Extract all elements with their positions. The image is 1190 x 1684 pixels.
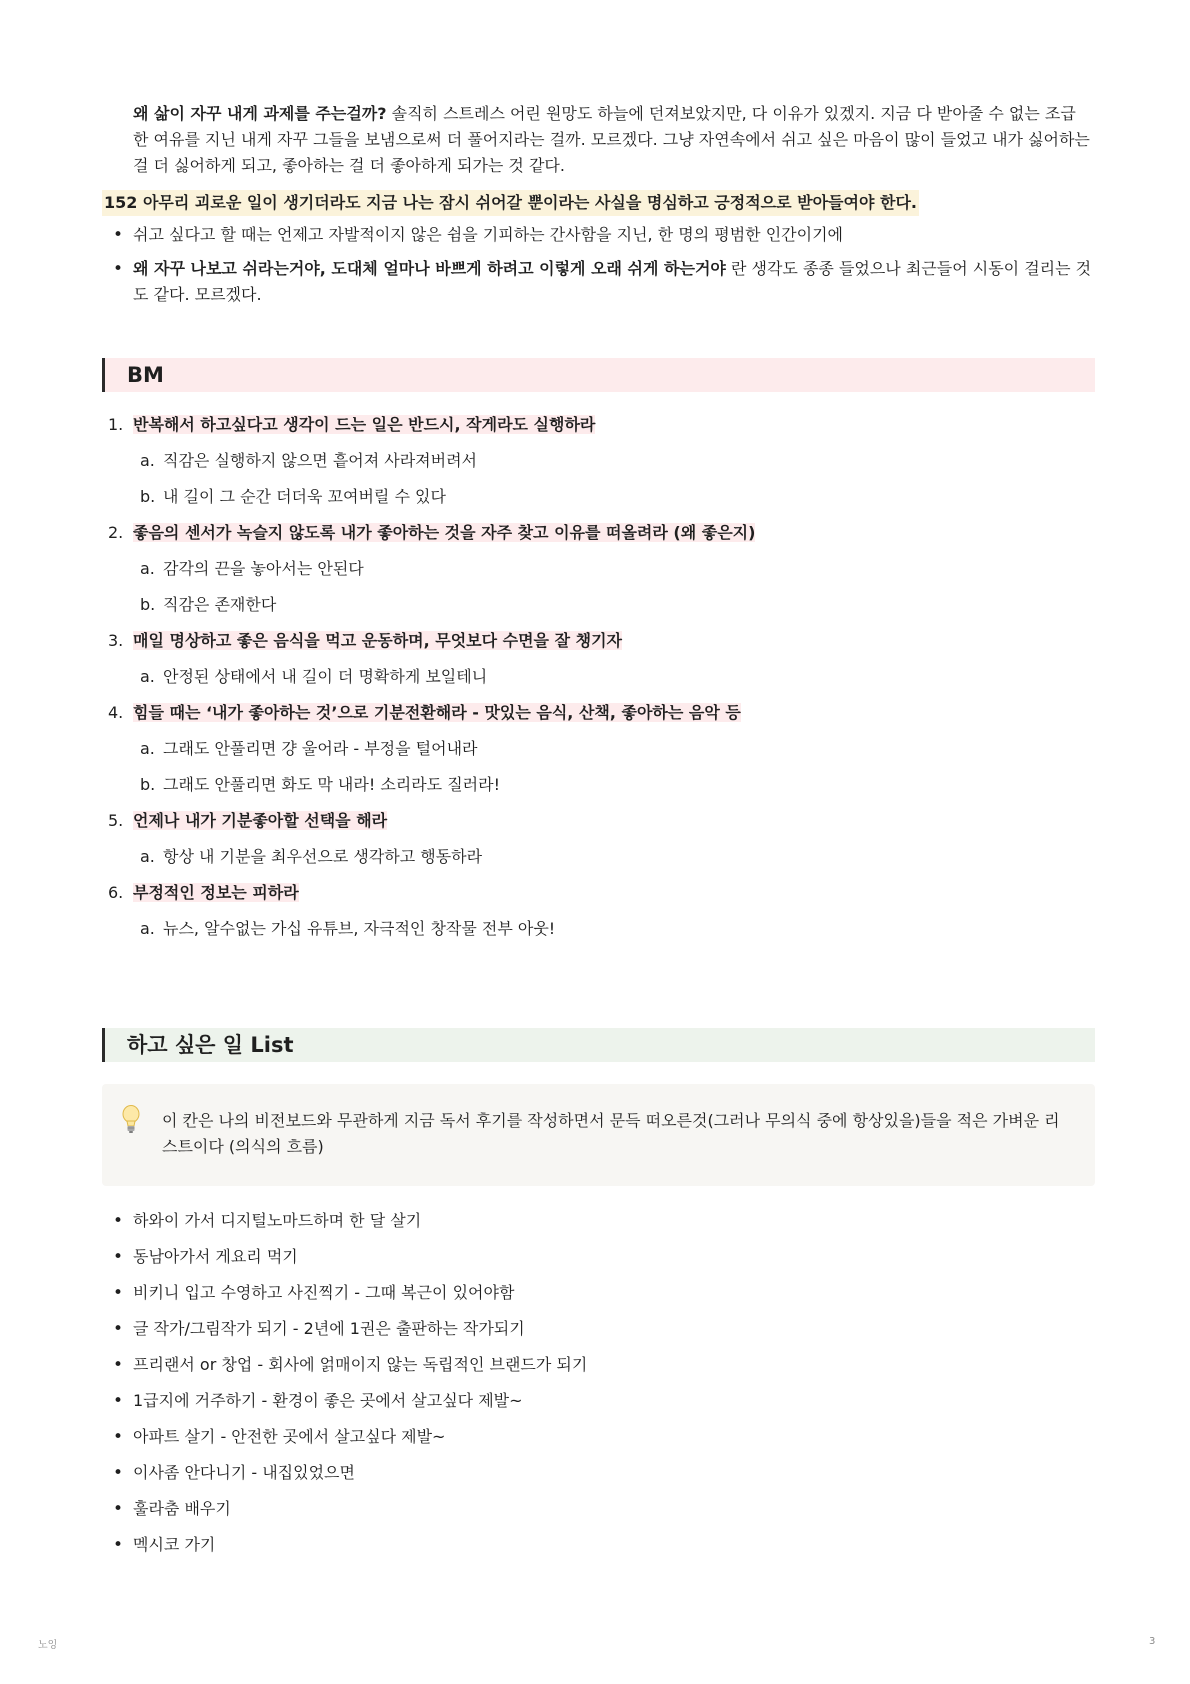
wishlist-heading: 하고 싶은 일 List [102, 1028, 1095, 1062]
bm-item-5: 5. 언제나 내가 기분좋아할 선택을 해라 [108, 811, 388, 830]
wishlist-list [102, 1208, 1092, 1558]
bm-subitem: a. 감각의 끈을 놓아서는 안된다 [140, 559, 364, 578]
bm-item-1: 1. 반복해서 하고싶다고 생각이 드는 일은 반드시, 작게라도 실행하라 [108, 415, 596, 434]
list-item: • 프리랜서 or 창업 - 회사에 얽매이지 않는 독립적인 브랜드가 되기 [102, 1352, 1092, 1378]
page-number: 3 [1149, 1636, 1156, 1647]
list-item: • 1급지에 거주하기 - 환경이 좋은 곳에서 살고싶다 제발~ [102, 1388, 1092, 1414]
bm-subitem: b. 내 길이 그 순간 더더욱 꼬여버릴 수 있다 [140, 487, 446, 506]
bm-item-2: 2. 좋음의 센서가 녹슬지 않도록 내가 좋아하는 것을 자주 찾고 이유를 떠올려라 (왜 좋은지) [108, 523, 756, 542]
lightbulb-icon [120, 1104, 142, 1134]
top-bullet-list [102, 222, 1092, 308]
bm-item-3: 3. 매일 명상하고 좋은 음식을 먹고 운동하며, 무엇보다 수면을 잘 챙기자 [108, 631, 622, 650]
bm-subitem: a. 그래도 안풀리면 걍 울어라 - 부정을 털어내라 [140, 739, 478, 758]
list-item: • 글 작가/그림작가 되기 - 2년에 1권은 출판하는 작가되기 [102, 1316, 1092, 1342]
list-item: • 이사좀 안다니기 - 내집있었으면 [102, 1460, 1092, 1486]
bm-item-4: 4. 힘들 때는 ‘내가 좋아하는 것’으로 기분전환해라 - 맛있는 음식, 산책, 좋아하는 음악 등 [108, 703, 741, 722]
list-item: • 비키니 입고 수영하고 사진찍기 - 그때 복근이 있어야함 [102, 1280, 1092, 1306]
list-item: • 쉬고 싶다고 할 때는 언제고 자발적이지 않은 쉼을 기피하는 간사함을 지닌, 한 명의 평범한 인간이기에 [102, 222, 1092, 248]
footer-author: 노잉 [38, 1640, 58, 1651]
bm-subitem: a. 항상 내 기분을 최우선으로 생각하고 행동하라 [140, 847, 483, 866]
bm-item-6: 6. 부정적인 정보는 피하라 [108, 883, 299, 902]
list-item: • 하와이 가서 디지털노마드하며 한 달 살기 [102, 1208, 1092, 1234]
list-item: • 훌라춤 배우기 [102, 1496, 1092, 1522]
bm-subitem: b. 직감은 존재한다 [140, 595, 277, 614]
intro-bold-lead: 왜 삶이 자꾸 내게 과제를 주는걸까? [133, 104, 387, 123]
callout-box [102, 1084, 1095, 1186]
list-item: • 왜 자꾸 나보고 쉬라는거야, 도대체 얼마나 바쁘게 하려고 이렇게 오래 쉬게 하는거야 란 생각도 종종 들었으나 최근들어 시동이 걸리는 것 도 같다. 모르겠다. [102, 256, 1092, 308]
intro-text: 솔직히 스트레스 어린 원망도 하늘에 던져보았지만, 다 이유가 있겠지. 지금 다 받아줄 수 없는 조급한 여유를 지닌 내게 자꾸 그들을 보냄으로써 더 풀어지라는 걸까. 모르겠다. 그냥 자연속에서 쉬고 싶은 마음이 많이 들었고 내가 싫어하는 걸 더 싫어하게 되고, 좋아하는 걸 더 좋아하게 되가는 것 같다. [133, 104, 1090, 175]
list-item: • 아파트 살기 - 안전한 곳에서 살고싶다 제발~ [102, 1424, 1092, 1450]
bm-heading: BM [102, 358, 1095, 392]
bm-subitem: b. 그래도 안풀리면 화도 막 내라! 소리라도 질러라! [140, 775, 501, 794]
bm-subitem: a. 직감은 실행하지 않으면 흩어져 사라져버려서 [140, 451, 478, 470]
highlight-152: 152 아무리 괴로운 일이 생기더라도 지금 나는 잠시 쉬어갈 뿐이라는 사실을 명심하고 긍정적으로 받아들여야 한다. [102, 190, 919, 216]
bm-subitem: a. 뉴스, 알수없는 가십 유튜브, 자극적인 창작물 전부 아웃! [140, 919, 556, 938]
callout-text: 이 칸은 나의 비전보드와 무관하게 지금 독서 후기를 작성하면서 문득 떠오른것(그러나 무의식 중에 항상있을)들을 적은 가벼운 리스트이다 (의식의 흐름) [162, 1111, 1060, 1156]
intro-paragraph [133, 101, 1091, 179]
bm-subitem: a. 안정된 상태에서 내 길이 더 명확하게 보일테니 [140, 667, 488, 686]
list-item: • 멕시코 가기 [102, 1532, 1092, 1558]
list-item: • 동남아가서 게요리 먹기 [102, 1244, 1092, 1270]
